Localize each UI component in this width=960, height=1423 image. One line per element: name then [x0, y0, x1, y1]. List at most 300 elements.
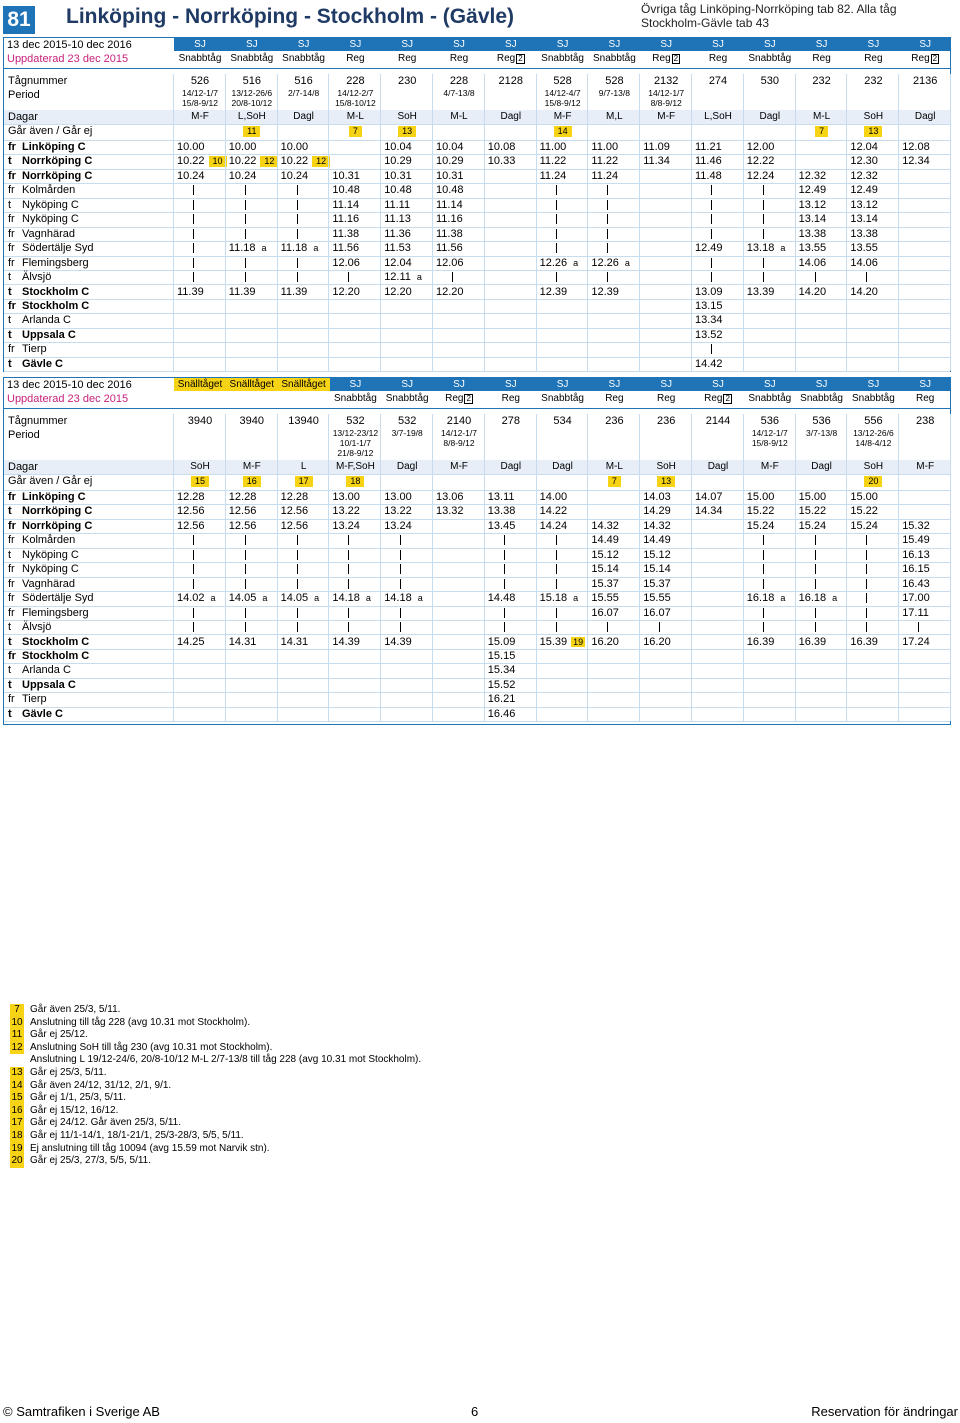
- station-row: [4, 562, 950, 577]
- train-type: [433, 393, 485, 405]
- train-number: 556: [864, 415, 883, 427]
- time-cell: [436, 183, 488, 197]
- train-number: 532: [398, 415, 417, 427]
- footnote-badge: 13: [398, 126, 416, 137]
- column-divider: [950, 74, 951, 371]
- footnote-item: [10, 1117, 710, 1130]
- time-cell: [177, 519, 229, 533]
- time-cell: [591, 577, 643, 591]
- time-cell: [488, 504, 540, 518]
- station-name: Södertälje Syd: [22, 242, 94, 255]
- train-type: Snabbtåg: [333, 393, 377, 404]
- departure-time: 13.55: [850, 242, 878, 255]
- operator-label: SJ: [245, 39, 258, 50]
- station-row: [4, 692, 950, 707]
- station-name: Nyköping C: [22, 563, 79, 576]
- row-label: [8, 285, 89, 299]
- time-cell: [902, 154, 954, 168]
- time-cell: [229, 154, 281, 168]
- train-number: 536: [812, 415, 831, 427]
- footnote-badge: 13: [657, 476, 675, 487]
- departure-time: 12.06: [436, 256, 464, 269]
- time-cell: [332, 169, 384, 183]
- time-cell: [591, 533, 643, 547]
- train-number: 534: [553, 415, 572, 427]
- departure-time: 13.38: [798, 227, 827, 240]
- row-label: [8, 212, 79, 226]
- station-row: [4, 548, 950, 563]
- row-label: [8, 299, 89, 313]
- period-value: 15/8-9/12: [751, 438, 788, 448]
- time-cell: [332, 285, 384, 299]
- time-cell: [747, 490, 799, 504]
- time-cell: [332, 519, 384, 533]
- time-cell: [488, 519, 540, 533]
- arrival-only-marker: a: [832, 593, 838, 604]
- operator-band: [174, 38, 951, 51]
- footnote-badge: 14: [554, 126, 572, 137]
- station-row: [4, 299, 950, 314]
- row-label: [8, 88, 40, 102]
- departure-time: 14.05: [228, 592, 257, 605]
- column-divider: [898, 414, 899, 721]
- departure-time: 12.39: [591, 285, 619, 298]
- footnote-text: Går ej 1/1, 25/3, 5/11.: [30, 1092, 126, 1104]
- footnote-badge: 19: [573, 636, 584, 647]
- departure-time: 12.32: [798, 169, 827, 182]
- departure-time: 15.39: [539, 635, 568, 648]
- train-number: 3940: [187, 415, 213, 427]
- station-name: Flemingsberg: [22, 256, 89, 269]
- station-name: Tierp: [22, 343, 47, 356]
- footnote-item: [10, 1029, 710, 1042]
- footnote-ref: [329, 124, 381, 138]
- footnote-ref: [174, 474, 226, 488]
- departure-time: 13.38: [487, 505, 516, 518]
- train-number: 228: [346, 75, 365, 87]
- period-value: 20/8-10/12: [231, 98, 273, 108]
- time-cell: [850, 140, 902, 154]
- time-cell: [850, 198, 902, 212]
- footnote-badge: 11: [243, 126, 260, 137]
- time-cell: [436, 227, 488, 241]
- train-type: [640, 53, 692, 65]
- row-label: [8, 342, 47, 356]
- column-divider: [432, 414, 433, 721]
- departure-time: 10.31: [436, 169, 464, 182]
- station-row: [4, 606, 950, 621]
- row-label: [8, 649, 89, 663]
- time-cell: [643, 577, 695, 591]
- departure-time: 13.06: [436, 491, 464, 503]
- column-divider: [691, 74, 692, 371]
- page-header: [0, 0, 960, 36]
- departure-time: 10.22: [228, 155, 257, 168]
- time-cell: [384, 212, 436, 226]
- footnote-number: 15: [11, 1092, 23, 1104]
- station-row: [4, 342, 950, 357]
- departure-time: 14.31: [228, 635, 257, 648]
- arrival-departure-marker: fr: [8, 577, 15, 590]
- train-number: 516: [242, 75, 261, 87]
- departure-time: 13.38: [850, 227, 878, 240]
- days-row: [4, 460, 950, 475]
- goes-also-row: [4, 124, 950, 141]
- operating-days: Dagl: [914, 111, 936, 122]
- footnote-ref: [278, 474, 330, 488]
- time-cell: [488, 154, 540, 168]
- departure-time: 15.52: [487, 678, 516, 691]
- station-row: [4, 678, 950, 693]
- time-cell: [436, 285, 488, 299]
- operator-label: SJ: [815, 379, 828, 390]
- time-cell: [488, 678, 540, 692]
- departure-time: 10.48: [436, 184, 464, 197]
- time-cell: [591, 635, 643, 649]
- station-row: [4, 490, 950, 505]
- time-cell: [281, 241, 333, 255]
- time-cell: [488, 490, 540, 504]
- operating-days: M,L: [606, 111, 623, 122]
- departure-time: 17.00: [902, 592, 930, 605]
- time-cell: [177, 140, 229, 154]
- footnote-ref: [226, 124, 278, 138]
- footnote-badge: 10: [209, 156, 227, 167]
- operator-label: SJ: [660, 379, 673, 390]
- train-type: Reg: [812, 53, 831, 64]
- arrival-departure-marker: fr: [8, 242, 15, 255]
- train-number: 230: [398, 75, 417, 87]
- time-cell: [850, 154, 902, 168]
- column-divider: [173, 414, 174, 721]
- station-name: Södertälje Syd: [22, 592, 94, 605]
- train-class-badge: 2: [518, 54, 523, 63]
- operating-days: SoH: [656, 461, 676, 472]
- train-type-label: Reg: [911, 53, 930, 64]
- departure-time: 12.26: [539, 256, 568, 269]
- period-value: 15/8-9/12: [182, 98, 218, 108]
- departure-time: 13.55: [798, 242, 827, 255]
- departure-time: 10.24: [228, 169, 257, 182]
- time-cell: [747, 154, 799, 168]
- footnote-text: Går ej 25/12.: [30, 1029, 88, 1041]
- time-cell: [902, 533, 954, 547]
- updated-date: Uppdaterad 23 dec 2015: [7, 53, 129, 65]
- station-name: Gävle C: [22, 707, 63, 720]
- operating-days: M-L: [812, 111, 831, 122]
- arrival-only-marker: a: [313, 243, 319, 254]
- station-name: Älvsjö: [22, 271, 52, 284]
- time-cell: [695, 328, 747, 342]
- departure-time: 10.31: [384, 169, 412, 182]
- time-cell: [695, 504, 747, 518]
- time-cell: [695, 299, 747, 313]
- time-cell: [850, 285, 902, 299]
- time-cell: [384, 285, 436, 299]
- station-name: Norrköping C: [22, 505, 93, 518]
- departure-time: 14.42: [695, 357, 723, 370]
- footnote-ref: [847, 474, 899, 488]
- operating-days: SoH: [190, 461, 210, 472]
- station-row: [4, 577, 950, 592]
- row-label: [8, 110, 38, 124]
- updated-date: Uppdaterad 23 dec 2015: [7, 393, 129, 405]
- time-cell: [850, 212, 902, 226]
- arrival-only-marker: a: [417, 593, 423, 604]
- station-row: [4, 169, 950, 184]
- departure-time: 11.22: [591, 155, 619, 168]
- station-row: [4, 140, 950, 155]
- row-label: [8, 606, 89, 620]
- departure-time: 11.16: [436, 213, 463, 226]
- departure-time: 15.24: [746, 519, 775, 532]
- time-cell: [332, 198, 384, 212]
- departure-time: 12.04: [384, 256, 412, 269]
- time-cell: [540, 140, 592, 154]
- operating-days: SoH: [397, 111, 417, 122]
- footnote-item: [10, 1067, 710, 1080]
- column-divider: [846, 414, 847, 721]
- train-number: 228: [449, 75, 469, 87]
- operator-label: Snälltåget: [278, 378, 330, 391]
- station-name: Gävle C: [22, 357, 63, 370]
- arrival-only-marker: a: [573, 257, 579, 268]
- time-cell: [643, 490, 695, 504]
- time-cell: [281, 591, 333, 605]
- departure-time: 12.04: [850, 141, 878, 153]
- time-cell: [747, 519, 799, 533]
- departure-time: 11.18: [280, 242, 308, 255]
- departure-time: 10.00: [280, 141, 309, 153]
- departure-time: 11.53: [384, 242, 411, 255]
- time-cell: [281, 490, 333, 504]
- operator-label: SJ: [763, 39, 776, 50]
- time-cell: [540, 169, 592, 183]
- departure-time: 10.48: [384, 184, 412, 197]
- footnote-ref: [329, 474, 381, 488]
- train-type: Snabbtåg: [282, 53, 325, 64]
- departure-time: 16.15: [902, 563, 930, 576]
- departure-time: 14.39: [332, 635, 360, 648]
- departure-time: 15.12: [643, 548, 671, 561]
- column-divider: [484, 414, 485, 721]
- column-divider: [225, 414, 226, 721]
- arrival-departure-marker: fr: [8, 606, 15, 619]
- departure-time: 11.39: [228, 285, 256, 298]
- row-label: [8, 428, 40, 442]
- arrival-departure-marker: fr: [8, 592, 15, 605]
- departure-time: 15.34: [487, 664, 516, 677]
- arrival-only-marker: a: [780, 593, 786, 604]
- time-cell: [229, 285, 281, 299]
- station-name: Nyköping C: [22, 213, 79, 226]
- operating-days: Dagl: [396, 461, 418, 472]
- footnote-ref: [381, 124, 433, 138]
- period-value: 10/1-1/7: [339, 438, 371, 448]
- time-cell: [643, 635, 695, 649]
- train-class-badge: 2: [932, 54, 938, 63]
- departure-time: 10.48: [332, 184, 360, 197]
- departure-time: 14.06: [798, 256, 827, 269]
- departure-time: 15.24: [850, 519, 878, 532]
- footnote-number: 10: [11, 1016, 23, 1028]
- period-value: 14/12-1/7: [182, 88, 218, 98]
- departure-time: 15.22: [798, 505, 827, 518]
- train-type: Snabbtåg: [230, 53, 274, 64]
- period-value: 14/12-1/7: [648, 88, 685, 98]
- arrival-departure-marker: t: [8, 314, 12, 327]
- time-cell: [332, 212, 384, 226]
- departure-time: 11.00: [539, 141, 567, 153]
- operating-days: M-F: [657, 111, 676, 122]
- departure-time: 10.24: [177, 169, 205, 182]
- row-label: [8, 474, 92, 488]
- footnote-badge: 13: [864, 126, 882, 137]
- departure-time: 11.34: [643, 155, 670, 168]
- departure-time: 12.22: [746, 155, 775, 168]
- time-cell: [695, 140, 747, 154]
- departure-time: 12.28: [177, 491, 205, 503]
- footnote-number: 11: [11, 1029, 23, 1041]
- operator-band: [174, 378, 951, 391]
- period-value: 9/7-13/8: [598, 88, 630, 98]
- departure-time: 16.39: [746, 635, 775, 648]
- row-label: [8, 519, 92, 533]
- train-number: 232: [864, 75, 883, 87]
- footnote-text: Går även 25/3, 5/11.: [30, 1004, 121, 1015]
- row-label: [8, 533, 75, 547]
- operator-label: SJ: [712, 39, 724, 50]
- footnote-item: [10, 1130, 710, 1143]
- arrival-departure-marker: t: [8, 328, 12, 341]
- row-label: [8, 140, 86, 154]
- time-cell: [540, 490, 592, 504]
- column-divider: [587, 414, 588, 721]
- arrival-departure-marker: fr: [8, 256, 15, 269]
- station-name: Uppsala C: [22, 328, 76, 341]
- train-type: Snabbtåg: [800, 393, 843, 404]
- departure-time: 15.22: [746, 505, 775, 518]
- arrival-departure-marker: t: [8, 707, 12, 720]
- time-cell: [177, 154, 229, 168]
- departure-time: 11.14: [332, 198, 360, 211]
- time-cell: [850, 241, 902, 255]
- station-name: Älvsjö: [22, 621, 52, 634]
- operator-label: SJ: [556, 379, 569, 390]
- time-cell: [332, 241, 384, 255]
- footnote-ref: [226, 474, 278, 488]
- time-cell: [436, 241, 488, 255]
- footnote-ref: [588, 474, 640, 488]
- train-type-label: Reg: [496, 53, 516, 64]
- arrival-departure-marker: t: [8, 198, 12, 211]
- time-cell: [488, 591, 540, 605]
- departure-time: 14.32: [643, 519, 671, 532]
- time-cell: [540, 591, 592, 605]
- row-label: [8, 313, 71, 327]
- departure-time: 11.13: [384, 213, 411, 226]
- operating-days: Dagl: [707, 461, 729, 472]
- arrival-departure-marker: t: [8, 271, 12, 284]
- departure-time: 13.24: [384, 519, 412, 532]
- time-cell: [384, 198, 436, 212]
- table-number-badge: 81: [3, 6, 35, 34]
- station-row: [4, 270, 950, 285]
- arrival-departure-marker: t: [8, 678, 12, 691]
- departure-time: 16.07: [591, 606, 619, 619]
- footnote-text: Anslutning SoH till tåg 230 (avg 10.31 mot Stockholm).: [30, 1041, 273, 1053]
- arrival-departure-marker: t: [8, 548, 12, 561]
- operator-label: SJ: [504, 39, 517, 50]
- footnote-item: [10, 1092, 710, 1105]
- operating-days: M-F: [553, 111, 572, 122]
- station-name: Går även / Går ej: [8, 125, 93, 137]
- time-cell: [850, 256, 902, 270]
- footnote-number: 17: [11, 1117, 23, 1129]
- train-number: 536: [760, 415, 779, 427]
- period-value: 14/12-1/7: [441, 428, 477, 438]
- departure-time: 16.20: [591, 635, 619, 648]
- operating-days: Dagl: [759, 111, 781, 122]
- departure-time: 14.22: [539, 505, 568, 518]
- train-type-label: Reg: [704, 393, 723, 404]
- departure-time: 14.18: [332, 592, 360, 605]
- departure-time: 13.15: [695, 299, 723, 312]
- operating-days: M-L: [450, 111, 468, 122]
- operating-days: M-F: [191, 111, 209, 122]
- station-row: [4, 241, 950, 256]
- departure-time: 13.09: [695, 285, 723, 298]
- departure-time: 16.43: [902, 577, 930, 590]
- column-divider: [536, 74, 537, 371]
- departure-time: 13.14: [850, 213, 878, 226]
- train-type: Reg: [398, 53, 417, 64]
- column-divider: [225, 74, 226, 371]
- time-cell: [643, 591, 695, 605]
- departure-time: 11.56: [332, 242, 360, 255]
- departure-time: 14.02: [177, 592, 205, 605]
- arrival-departure-marker: t: [8, 285, 12, 298]
- time-cell: [747, 169, 799, 183]
- footnote-ref: [537, 124, 589, 138]
- time-cell: [643, 562, 695, 576]
- time-cell: [281, 285, 333, 299]
- time-cell: [902, 519, 954, 533]
- period-value: 13/12-23/12: [332, 428, 379, 438]
- departure-time: 10.08: [487, 141, 516, 153]
- train-type: Snabbtåg: [178, 53, 222, 64]
- time-cell: [332, 227, 384, 241]
- period-value: 3/7-19/8: [391, 428, 423, 438]
- departure-time: 13.22: [332, 505, 360, 518]
- validity-period: 13 dec 2015-10 dec 2016: [7, 39, 132, 51]
- column-divider: [846, 74, 847, 371]
- time-cell: [384, 635, 436, 649]
- row-label: [8, 357, 63, 371]
- departure-time: 10.00: [177, 141, 205, 153]
- time-cell: [177, 169, 229, 183]
- footnote-item: [10, 1080, 710, 1093]
- operating-days: M-F,SoH: [335, 461, 375, 472]
- time-cell: [695, 357, 747, 371]
- row-label: [8, 241, 94, 255]
- time-cell: [332, 635, 384, 649]
- train-number: 278: [501, 415, 520, 427]
- train-type: Snabbtåg: [851, 393, 895, 404]
- departure-time: 12.00: [746, 141, 775, 153]
- departure-time: 11.24: [591, 169, 619, 182]
- footnote-number: 20: [11, 1155, 23, 1167]
